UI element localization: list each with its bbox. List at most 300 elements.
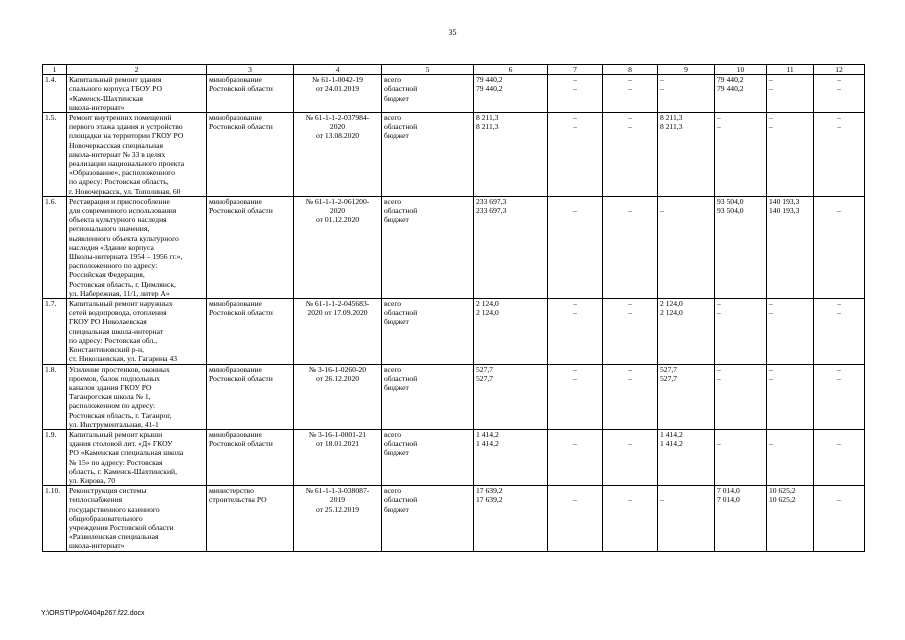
value-11: 140 193,3 <box>769 206 800 216</box>
value-7: – <box>573 364 577 374</box>
value-11: 10 625,2 <box>769 486 796 496</box>
value-7: – <box>573 373 577 383</box>
value-cell-9 <box>658 75 715 113</box>
object-name-line: государственного казенного <box>69 504 160 514</box>
value-8 <box>605 486 655 495</box>
value-11: – <box>769 373 773 383</box>
value-12: – <box>837 206 841 216</box>
value-7 <box>550 430 600 439</box>
value-7: – <box>573 495 577 505</box>
ministry-line: Ростовской области <box>209 122 273 132</box>
object-name-line: школа-интернат» <box>69 102 125 112</box>
ministry-line: минобразование <box>209 299 262 309</box>
ministry-line: министерство <box>209 486 254 496</box>
object-name-line: учреждения Ростовской области <box>69 522 174 532</box>
object-name-line: теплоснабжения <box>69 495 123 505</box>
object-name-line: Школы-интерната 1954 – 1956 гг.», <box>69 252 183 262</box>
object-name-line: сетей водопровода, отопления <box>69 308 167 318</box>
object-name-line: Капитальный ремонт крыши <box>69 429 163 439</box>
object-name-line: Таганрогская школа № 1, <box>69 392 151 402</box>
value-12 <box>816 430 862 439</box>
value-10: 7 014,0 <box>717 486 740 496</box>
object-name-line: наследия «Здание корпуса <box>69 242 154 252</box>
value-10: – <box>717 299 721 309</box>
funding-source-cell <box>382 364 474 429</box>
value-6: 233 697,3 <box>476 196 507 206</box>
value-7 <box>550 486 600 495</box>
document-cell <box>294 364 382 429</box>
value-cell-9 <box>658 486 715 551</box>
value-8: – <box>628 373 632 383</box>
funding-source-line: всего <box>384 429 402 439</box>
object-name-line: для современного использования <box>69 206 177 216</box>
value-cell-12 <box>814 113 865 197</box>
ministry-cell <box>207 75 294 113</box>
column-header-11: 11 <box>767 65 814 75</box>
ministry-line: минобразование <box>209 429 262 439</box>
object-name-cell <box>67 364 207 429</box>
column-header-7: 7 <box>548 65 603 75</box>
value-cell-8 <box>603 196 658 298</box>
column-header-2: 2 <box>67 65 207 75</box>
value-cell-10 <box>715 113 767 197</box>
ministry-cell <box>207 364 294 429</box>
value-9: – <box>660 75 664 85</box>
value-12: – <box>837 75 841 85</box>
column-header-6: 6 <box>474 65 548 75</box>
value-cell-12 <box>814 364 865 429</box>
value-12 <box>816 197 862 206</box>
funding-source-line: бюджет <box>384 448 409 458</box>
ministry-line: минобразование <box>209 113 262 123</box>
object-name-line: каналов здания ГКОУ РО <box>69 382 152 392</box>
value-11: – <box>769 299 773 309</box>
document-line: от 25.12.2019 <box>315 504 360 514</box>
value-12: – <box>837 364 841 374</box>
object-name-line: расположенном по адресу: <box>69 401 156 411</box>
value-cell-11 <box>767 486 814 551</box>
object-name-line: Новочеркасская специальная <box>69 140 163 150</box>
value-8 <box>605 430 655 439</box>
value-9: 527,7 <box>660 364 678 374</box>
value-cell-8 <box>603 429 658 485</box>
object-name-line: первого этажа здания и устройство <box>69 122 183 132</box>
value-cell-7 <box>548 196 603 298</box>
document-line: от 18.01.2021 <box>315 439 360 449</box>
funding-source-line: всего <box>384 196 402 206</box>
value-cell-6 <box>474 429 548 485</box>
value-cell-12 <box>814 486 865 551</box>
object-name-line: площадки на территории ГКОУ РО <box>69 131 184 141</box>
value-cell-12 <box>814 299 865 364</box>
funding-source-cell <box>382 486 474 551</box>
object-name-line: реализации национального проекта <box>69 159 185 169</box>
object-name-line: «Каменск-Шахтинская <box>69 93 143 103</box>
object-name-line: г. Новочеркасск, ул. Тополиная, 60 <box>69 186 181 196</box>
value-6: 1 414,2 <box>476 429 499 439</box>
ministry-line: Ростовской области <box>209 373 273 383</box>
column-header-9: 9 <box>658 65 715 75</box>
value-12: – <box>837 113 841 123</box>
funding-source-line: бюджет <box>384 215 409 225</box>
funding-source-line: всего <box>384 113 402 123</box>
value-7: – <box>573 439 577 449</box>
funding-source-line: всего <box>384 75 402 85</box>
table-row <box>43 113 865 197</box>
value-9: 1 414,2 <box>660 429 683 439</box>
funding-source-cell <box>382 299 474 364</box>
item-number: 1.7. <box>45 299 57 309</box>
value-cell-8 <box>603 486 658 551</box>
value-11: – <box>769 113 773 123</box>
object-name-line: объекта культурного наследия <box>69 215 167 225</box>
value-10: 79 440,2 <box>717 84 744 94</box>
ministry-line: минобразование <box>209 364 262 374</box>
object-name-cell <box>67 429 207 485</box>
value-10: 7 014,0 <box>717 495 740 505</box>
value-10: – <box>717 364 721 374</box>
item-number: 1.4. <box>45 75 57 85</box>
object-name-line: по адресу: Ростовская область, <box>69 177 169 187</box>
value-12: – <box>837 299 841 309</box>
value-10 <box>717 430 764 439</box>
value-11: – <box>769 364 773 374</box>
funding-source-cell <box>382 196 474 298</box>
value-11: – <box>769 75 773 85</box>
item-number: 1.6. <box>45 196 57 206</box>
item-number: 1.8. <box>45 364 57 374</box>
value-12: – <box>837 495 841 505</box>
value-9 <box>660 197 712 206</box>
funding-source-line: всего <box>384 486 402 496</box>
value-7: – <box>573 299 577 309</box>
object-name-line: Усиление простенков, оконных <box>69 364 170 374</box>
value-cell-9 <box>658 429 715 485</box>
item-number: 1.10. <box>45 486 61 496</box>
funding-source-line: всего <box>384 364 402 374</box>
object-name-line: Константиновский р-н, <box>69 345 144 355</box>
funding-source-line: областной <box>384 122 418 132</box>
value-cell-12 <box>814 75 865 113</box>
value-12: – <box>837 122 841 132</box>
object-name-line: школа-интернат № 33 в целях <box>69 149 166 159</box>
ministry-line: Ростовской области <box>209 439 273 449</box>
document-line: 2020 от 17.09.2020 <box>307 308 368 318</box>
funding-source-line: областной <box>384 439 418 449</box>
value-cell-9 <box>658 364 715 429</box>
object-name-line: здания столовой лит. «Д» ГКОУ <box>69 439 173 449</box>
value-9: 1 414,2 <box>660 439 683 449</box>
value-9 <box>660 486 712 495</box>
funding-source-line: бюджет <box>384 93 409 103</box>
item-number-cell <box>43 299 67 364</box>
ministry-line: Ростовской области <box>209 84 273 94</box>
document-cell <box>294 75 382 113</box>
value-8: – <box>628 206 632 216</box>
value-cell-8 <box>603 113 658 197</box>
ministry-line: Ростовской области <box>209 308 273 318</box>
column-header-4: 4 <box>294 65 382 75</box>
value-cell-10 <box>715 429 767 485</box>
value-6: 2 124,0 <box>476 308 499 318</box>
object-name-line: № 15» по адресу: Ростовская <box>69 457 163 467</box>
value-cell-9 <box>658 196 715 298</box>
value-cell-9 <box>658 113 715 197</box>
value-12: – <box>837 439 841 449</box>
value-10: 93 504,0 <box>717 206 744 216</box>
value-8: – <box>628 299 632 309</box>
value-cell-10 <box>715 364 767 429</box>
value-12: – <box>837 308 841 318</box>
ministry-cell <box>207 299 294 364</box>
value-8: – <box>628 308 632 318</box>
value-8: – <box>628 364 632 374</box>
object-name-line: ул. Набережная, 11/1, литер А» <box>69 288 170 298</box>
column-header-3: 3 <box>207 65 294 75</box>
ministry-line: строительства РО <box>209 495 267 505</box>
value-cell-7 <box>548 75 603 113</box>
object-name-line: Реконструкция системы <box>69 486 147 496</box>
value-8 <box>605 197 655 206</box>
item-number-cell <box>43 113 67 197</box>
value-8: – <box>628 439 632 449</box>
value-cell-11 <box>767 196 814 298</box>
value-cell-6 <box>474 299 548 364</box>
funding-source-line: областной <box>384 495 418 505</box>
value-10: – <box>717 439 721 449</box>
value-10: – <box>717 373 721 383</box>
object-name-cell <box>67 113 207 197</box>
object-name-line: «Развиленская специальная <box>69 532 159 542</box>
value-cell-6 <box>474 364 548 429</box>
table-row <box>43 429 865 485</box>
funding-source-cell <box>382 113 474 197</box>
value-cell-6 <box>474 113 548 197</box>
value-8: – <box>628 122 632 132</box>
object-name-cell <box>67 299 207 364</box>
value-8: – <box>628 113 632 123</box>
column-header-8: 8 <box>603 65 658 75</box>
funding-source-cell <box>382 75 474 113</box>
value-11: – <box>769 122 773 132</box>
object-name-line: ул. Инструментальная, 41-1 <box>69 419 159 429</box>
funding-source-line: областной <box>384 84 418 94</box>
value-cell-6 <box>474 196 548 298</box>
value-10: – <box>717 122 721 132</box>
object-name-line: Капитальный ремонт здания <box>69 75 162 85</box>
value-6: 527,7 <box>476 364 494 374</box>
table-row <box>43 486 865 551</box>
funding-source-line: бюджет <box>384 317 409 327</box>
object-name-line: спального корпуса ГБОУ РО <box>69 84 162 94</box>
funding-source-line: областной <box>384 206 418 216</box>
value-cell-11 <box>767 299 814 364</box>
funding-source-line: всего <box>384 299 402 309</box>
object-name-line: специальная школа-интернат <box>69 326 164 336</box>
table-row <box>43 75 865 113</box>
value-9: – <box>660 495 664 505</box>
funding-source-line: бюджет <box>384 382 409 392</box>
value-cell-8 <box>603 299 658 364</box>
value-7: – <box>573 206 577 216</box>
object-name-line: по адресу: Ростовская обл., <box>69 335 158 345</box>
object-name-line: Российская Федерация, <box>69 270 145 280</box>
document-line: № 61-1-1-3-038087- <box>305 486 370 496</box>
value-11: – <box>769 308 773 318</box>
value-cell-11 <box>767 75 814 113</box>
value-cell-6 <box>474 486 548 551</box>
value-cell-10 <box>715 299 767 364</box>
value-8: – <box>628 84 632 94</box>
object-name-line: регионального значения, <box>69 224 150 234</box>
funding-source-line: бюджет <box>384 131 409 141</box>
value-7: – <box>573 308 577 318</box>
value-cell-10 <box>715 486 767 551</box>
ministry-cell <box>207 429 294 485</box>
value-8: – <box>628 495 632 505</box>
document-line: № 61-1-0042-19 <box>312 75 363 85</box>
value-6: 8 211,3 <box>476 122 499 132</box>
ministry-cell <box>207 113 294 197</box>
value-cell-12 <box>814 196 865 298</box>
object-name-line: общеобразовательного <box>69 513 143 523</box>
column-header-12: 12 <box>814 65 865 75</box>
object-name-line: область, г. Каменск-Шахтинский, <box>69 466 177 476</box>
column-header-10: 10 <box>715 65 767 75</box>
value-7: – <box>573 84 577 94</box>
value-cell-8 <box>603 364 658 429</box>
value-6: 79 440,2 <box>476 84 503 94</box>
value-9: 8 211,3 <box>660 122 683 132</box>
object-name-line: РО «Каменская специальная школа <box>69 448 184 458</box>
table-row <box>43 299 865 364</box>
value-cell-11 <box>767 113 814 197</box>
value-cell-12 <box>814 429 865 485</box>
value-10: – <box>717 113 721 123</box>
item-number-cell <box>43 75 67 113</box>
object-name-line: ул. Кирова, 70 <box>69 475 116 485</box>
object-name-line: ст. Николаевская, ул. Гагарина 43 <box>69 354 178 364</box>
item-number-cell <box>43 429 67 485</box>
value-cell-7 <box>548 113 603 197</box>
funding-source-line: областной <box>384 373 418 383</box>
object-name-line: школа-интернат» <box>69 541 125 551</box>
item-number-cell <box>43 486 67 551</box>
item-number-cell <box>43 364 67 429</box>
document-cell <box>294 429 382 485</box>
document-cell <box>294 196 382 298</box>
value-cell-11 <box>767 429 814 485</box>
item-number-cell <box>43 196 67 298</box>
document-line: № 3-16-1-0260-20 <box>308 364 367 374</box>
value-6: 17 639,2 <box>476 495 503 505</box>
document-line: от 24.01.2019 <box>315 84 360 94</box>
page-number: 35 <box>448 28 457 37</box>
ministry-line: минобразование <box>209 196 262 206</box>
document-cell <box>294 299 382 364</box>
value-8: – <box>628 75 632 85</box>
item-number: 1.9. <box>45 429 57 439</box>
object-name-line: Ростовская область, г. Цимлянск, <box>69 279 176 289</box>
document-line: 2019 <box>329 495 346 505</box>
value-cell-6 <box>474 75 548 113</box>
object-name-line: расположенного по адресу: <box>69 261 158 271</box>
table-row <box>43 364 865 429</box>
ministry-line: Ростовской области <box>209 206 273 216</box>
value-9: – <box>660 206 664 216</box>
object-name-line: Реставрация и приспособление <box>69 196 170 206</box>
funding-source-cell <box>382 429 474 485</box>
value-6: 17 639,2 <box>476 486 503 496</box>
value-7: – <box>573 122 577 132</box>
value-10: 93 504,0 <box>717 196 744 206</box>
object-name-cell <box>67 486 207 551</box>
column-header-5: 5 <box>382 65 474 75</box>
value-6: 527,7 <box>476 373 494 383</box>
value-9: – <box>660 84 664 94</box>
value-6: 79 440,2 <box>476 75 503 85</box>
object-name-line: «Образование», расположенного <box>69 168 175 178</box>
funding-source-line: бюджет <box>384 504 409 514</box>
header-row <box>43 65 865 75</box>
document-cell <box>294 113 382 197</box>
value-cell-7 <box>548 364 603 429</box>
value-9: 8 211,3 <box>660 113 683 123</box>
document-line: № 61-1-1-2-061200- <box>305 196 370 206</box>
document-line: от 13.08.2020 <box>315 131 360 141</box>
funding-source-line: областной <box>384 308 418 318</box>
document-line: от 26.12.2020 <box>315 373 360 383</box>
program-table <box>42 64 865 552</box>
object-name-cell <box>67 196 207 298</box>
value-7: – <box>573 113 577 123</box>
value-9: 2 124,0 <box>660 308 683 318</box>
value-11 <box>769 430 811 439</box>
value-11: 10 625,2 <box>769 495 796 505</box>
object-name-line: проемов, балок подпольных <box>69 373 161 383</box>
value-11: – <box>769 439 773 449</box>
document-line: от 01.12.2020 <box>315 215 360 225</box>
ministry-cell <box>207 486 294 551</box>
value-6: 233 697,3 <box>476 206 507 216</box>
object-name-line: ГКОУ РО Николаевская <box>69 317 147 327</box>
value-cell-8 <box>603 75 658 113</box>
object-name-line: выявленного объекта культурного <box>69 233 179 243</box>
object-name-line: Ремонт внутренних помещений <box>69 113 172 123</box>
value-12: – <box>837 373 841 383</box>
item-number: 1.5. <box>45 113 57 123</box>
value-12 <box>816 486 862 495</box>
value-11: 140 193,3 <box>769 196 800 206</box>
ministry-cell <box>207 196 294 298</box>
value-9: 2 124,0 <box>660 299 683 309</box>
object-name-cell <box>67 75 207 113</box>
object-name-line: Ростовская область, г. Таганрог, <box>69 410 172 420</box>
value-cell-7 <box>548 429 603 485</box>
ministry-line: минобразование <box>209 75 262 85</box>
value-10: 79 440,2 <box>717 75 744 85</box>
file-path-footer: Y:\ORST\Ppo\0404p267.f22.docx <box>41 610 145 617</box>
value-6: 1 414,2 <box>476 439 499 449</box>
value-6: 2 124,0 <box>476 299 499 309</box>
value-7: – <box>573 75 577 85</box>
table-row <box>43 196 865 298</box>
value-cell-7 <box>548 486 603 551</box>
value-cell-11 <box>767 364 814 429</box>
value-10: – <box>717 308 721 318</box>
table-body <box>43 75 865 551</box>
document-line: 2020 <box>329 206 346 216</box>
